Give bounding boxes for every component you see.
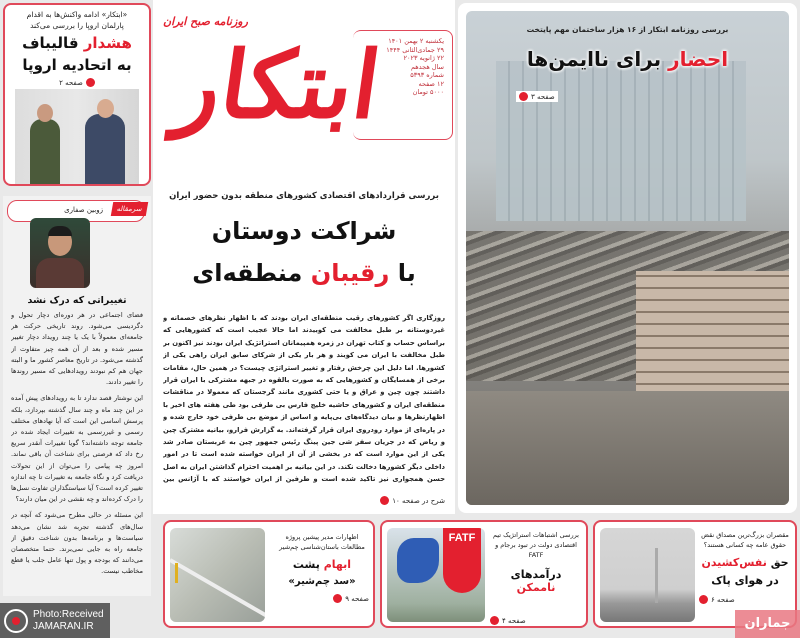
editorial-title: تغییراتی که درک نشد (27, 295, 127, 306)
collapsed-building-photo (466, 11, 789, 505)
fatf-photo (387, 528, 485, 622)
date-line: ۲۹ جمادی‌الثانی ۱۴۴۴ (386, 45, 444, 54)
cover-headline: احضار برای ناایمن‌ها (526, 47, 729, 71)
date-line: ۵۰۰۰ تومان (412, 88, 444, 96)
author-name: زوبین صفاری (64, 206, 103, 214)
kicker: «ابتکار» ادامه واکنش‌ها به اقدام پارلمان اروپا را بررسی می‌کند (26, 10, 128, 30)
headline: هشدار قالیباف (22, 34, 132, 52)
cover-kicker: بررسی روزنامه ابتکار از ۱۶ هزار ساختمان مهم پایتخت (526, 25, 729, 34)
main-kicker: بررسی قراردادهای اقتصادی کشورهای منطقه بدون حضور ایران (169, 191, 439, 201)
dam-photo (170, 528, 265, 622)
top-left-story[interactable] (3, 3, 151, 186)
date-line: یکشنبه ۲ بهمن ۱۴۰۱ (388, 37, 444, 45)
date-line: ۱۲ صفحه (418, 79, 444, 88)
editorial-paragraph: فضای اجتماعی در هر دوره‌ای دچار تحول و دگردیسی می‌شود. روند تاریخی حرکت هر جامعه‌ای معمولاً با یک یا چند رویداد دچار تغییر مسیر شده و بعد از آن همه چیز متفاوت از گذشته می‌شود. در تاریخ معاصر کشور ما و البته جهان هم کم نبودند رویدادهایی که مسیر روندها را تغییر دادند. (11, 311, 143, 387)
tagline: روزنامه صبح ایران (163, 15, 248, 28)
author-photo (30, 218, 90, 288)
corner-logo: جماران (735, 610, 800, 638)
page-dot-icon (333, 594, 342, 603)
teaser-text: بررسی اشتباهات استراتژیک تیم اقتصادی دولت در تبود برجام و FATF درآمدهای ناممکن صفحه ۴ (490, 530, 582, 625)
teaser-text: اظهارات مدیر پیشین پروژه مطالعات باستان‌شناسی چم‌شیر ابهام پشت «سد چم‌شیر» صفحه ۹ (279, 533, 369, 603)
editorial-label: سرمقاله (111, 202, 149, 216)
watermark-line2: JAMARAN.IR (33, 620, 94, 632)
date-line: ۲۲ ژانویه ۲۰۲۳ (403, 54, 444, 62)
smog-photo (600, 528, 695, 622)
date-line: شماره ۵۳۹۳ (410, 71, 444, 79)
cover-page-badge: صفحه ۳ (516, 91, 558, 102)
fatf-logo: FATF (443, 528, 481, 593)
editorial-paragraph: این نوشتار قصد ندارد تا به رویدادهای پیش آمده در این چند ماه و چند سال گذشته بپردازد، بلکه پرسش اساسی این است که آیا نهادهای مختلف رسمی و غیررسمی به تغییرات ایجاد شده در جامعه توجه داشته‌اند؟ گویا تغییرات آنقدر سریع رخ داد که فرصتی برای شناخت آن باقی نماند. امروز چه پیامی را می‌توان از این تحولات دریافت کرد و نگاه جامعه به تغییرات تا چه اندازه تغییر کرده است؟ آیا سیاستگذاران تفاوت نسل‌ها را درک کرده‌اند و چه نقشی در این میان دارند؟ (11, 394, 143, 504)
headline-line2: به اتحادیه اروپا (22, 56, 132, 74)
editorial-body (11, 310, 143, 590)
date-box (353, 30, 453, 140)
main-headline-line2: با رقیبان منطقه‌ای (192, 259, 416, 287)
page-dot-icon (380, 496, 389, 505)
continued-link[interactable]: شرح در صفحه ۱۰ (380, 496, 445, 505)
watermark-line1: Photo:Received (33, 608, 104, 620)
main-headline-line1: شراکت دوستان (211, 217, 397, 245)
iran-map-icon (397, 538, 439, 583)
newspaper-logo: ابتکار (169, 31, 387, 139)
main-story[interactable] (153, 182, 455, 514)
page-badge: صفحه ۲ (5, 78, 149, 87)
photo-watermark (0, 603, 110, 638)
teaser-text: مقصران بزرگ‌ترین مصداق نقض حقوق عامه چه کسانی هستند؟ حق نفس‌کشیدن در هوای پاک صفحه ۶ (699, 530, 791, 604)
page-dot-icon (699, 595, 708, 604)
page-dot-icon (490, 616, 499, 625)
page-dot-icon (86, 78, 95, 87)
date-line: سال هجدهم (410, 62, 444, 71)
meeting-photo (15, 89, 139, 184)
masthead (153, 0, 455, 182)
teaser-fatf[interactable] (380, 520, 588, 628)
teaser-dam[interactable] (163, 520, 375, 628)
editorial-column (3, 196, 151, 596)
main-body: روزگاری اگر کشورهای رقیب منطقه‌ای ایران بودند که با اظهار نظرهای خصمانه و غیردوستانه بر طبل مخالفت می کوبیدند اما حالا عجیب است که کشورهایی که براساس حساب و کتاب تهران در زمره همپیمانان استراتژیک ایران بودند نیز اکنون بر طبل مخالفت با ایران می کوبند و هر بار یکی از شرکای سابق ایران راهی یکی از کشورها. اما دلیل این چرخش رفتار و تغییر استراتژی چیست؟ در همین حال، مقامات برخی از همسایگان و کشورهایی که به صورت بالقوه در جبهه مشترکی با ایران قرار داشتند چون چین و عراق و یا حتی کشوری مانند گرجستان که معمولا در مناقشات منطقه‌ای ایران و کشورهای حاشیه خلیج فارس بی طرفی بود طی هفته های اخیر با اظهارنظرها و بیان دیدگاه‌های بی‌پایه و اساس از موضع بی طرفی خود خارج شده و در پاره‌ای از موارد رودروی ایران قرار گرفته‌اند. به گزارش فرارو، بیانیه مشترک چین و ریاض که در جریان سفر شی جین پینگ رئیس جمهور چین به عربستان صادر شد یکی از این موارد است که در بخشی از آن از ایران خواسته شده است تا در امور داخلی دیگر کشورها دخالت نکند. در این بیانیه بر اهمیت احترام گذاشتن ایران به اصل حسن همجواری نیز تاکید شده است و طرفین از ایران خواستند که با آژانس بین (163, 314, 445, 484)
cover-photo[interactable] (458, 3, 797, 513)
editorial-paragraph: این مسئله در حالی مطرح می‌شود که آنچه در سال‌های گذشته تجربه شد نشان می‌دهد سیاست‌ها و برنامه‌ها بدون شناخت دقیق از جامعه راه به جایی نمی‌برند. حتما متخصصان می‌دانند که بودجه و پول تنها عامل جلب یا قطع مخاطب نیست. (11, 511, 143, 576)
page-dot-icon (519, 92, 528, 101)
jamaran-logo-icon (4, 609, 28, 633)
